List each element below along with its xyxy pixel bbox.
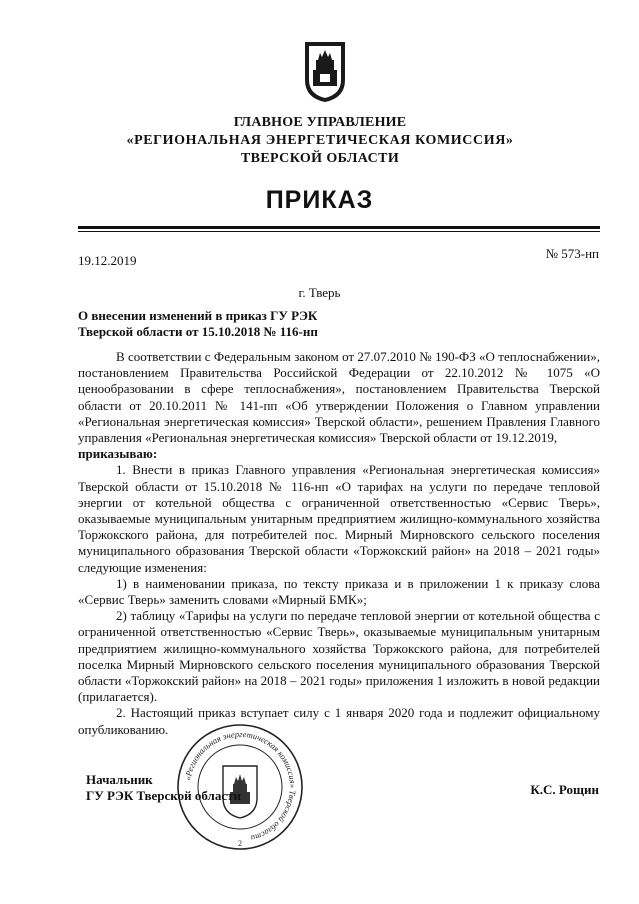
org-name-line-2: «РЕГИОНАЛЬНАЯ ЭНЕРГЕТИЧЕСКАЯ КОМИССИЯ» [126, 133, 514, 148]
item-1-paragraph: 1. Внести в приказ Главного управления «Региональная энергетическая комиссия» Тверской области от 15.10.2018 № 116-нп «О тарифах на услуги по передаче тепловой энергии от котельной общества с ограниченной ответственностью «Сервис Тверь», оказываемые муниципальным унитарным предприятием жилищно-коммунального хозяйства Торжокского района, для потребителей пос. Мирный Мирновского сельского поселения муниципального образования Тверской области «Торжокский район» на 2018 – 2021 годы» следующие изменения: [78, 462, 600, 575]
document-city: г. Тверь [298, 285, 341, 300]
document-type-title: ПРИКАЗ [265, 186, 374, 214]
subject-line-1: О внесении изменений в приказ ГУ РЭК [78, 308, 318, 323]
header-divider-thin [78, 231, 600, 232]
document-number: № 573-нп [545, 246, 599, 261]
header-divider-thick [78, 226, 600, 229]
signatory-position-line-2: ГУ РЭК Тверской области [86, 788, 241, 803]
item-1-1-paragraph: 1) в наименовании приказа, по тексту приказа и в приложении 1 к приказу слова «Сервис Тверь» заменить словами «Мирный БМК»; [78, 575, 600, 608]
document-date: 19.12.2019 [78, 253, 137, 268]
signatory-position-line-1: Начальник [86, 772, 153, 787]
org-name-line-1: ГЛАВНОЕ УПРАВЛЕНИЕ [233, 115, 407, 130]
order-word: приказываю: [78, 446, 158, 462]
item-2-paragraph: 2. Настоящий приказ вступает силу с 1 января 2020 года и подлежит официальному опубликованию. [78, 705, 600, 737]
seal-circular-text: «Региональная энергетическая комиссия» Тверской области [182, 728, 299, 844]
org-name-line-3: ТВЕРСКОЙ ОБЛАСТИ [240, 151, 400, 166]
document-subject [78, 308, 318, 340]
subject-line-2: Тверской области от 15.10.2018 № 116-нп [78, 324, 318, 339]
preamble-paragraph: В соответствии с Федеральным законом от 27.07.2010 № 190-ФЗ «О теплоснабжении», постановлением Правительства Российской Федерации от 22.10.2012 № 1075 «О ценообразовании в сфере теплоснабжения», постановлением Правительства Тверской области от 20.10.2011 № 141-пп «Об утверждении Положения о Главном управлении «Региональная энергетическая комиссия» Тверской области», решением Правления Главного управления «Региональная энергетическая комиссия» Тверской области от 19.12.2019, [78, 349, 600, 446]
coat-of-arms-icon [303, 40, 347, 104]
document-body [78, 349, 600, 738]
signatory-position [86, 772, 241, 804]
seal-number: 2 [238, 839, 242, 848]
item-1-2-paragraph: 2) таблицу «Тарифы на услуги по передаче тепловой энергии от котельной общества с ограниченной ответственностью «Сервис Тверь», оказываемые муниципальным унитарным предприятием жилищно-коммунального хозяйства Торжокского района, для потребителей поселка Мирный Мирновского сельского поселения муниципального образования Тверской области «Торжокский район» на 2018 – 2021 годы» приложения 1 изложить в новой редакции (прилагается). [78, 608, 600, 705]
signatory-name: К.С. Рощин [530, 782, 599, 797]
